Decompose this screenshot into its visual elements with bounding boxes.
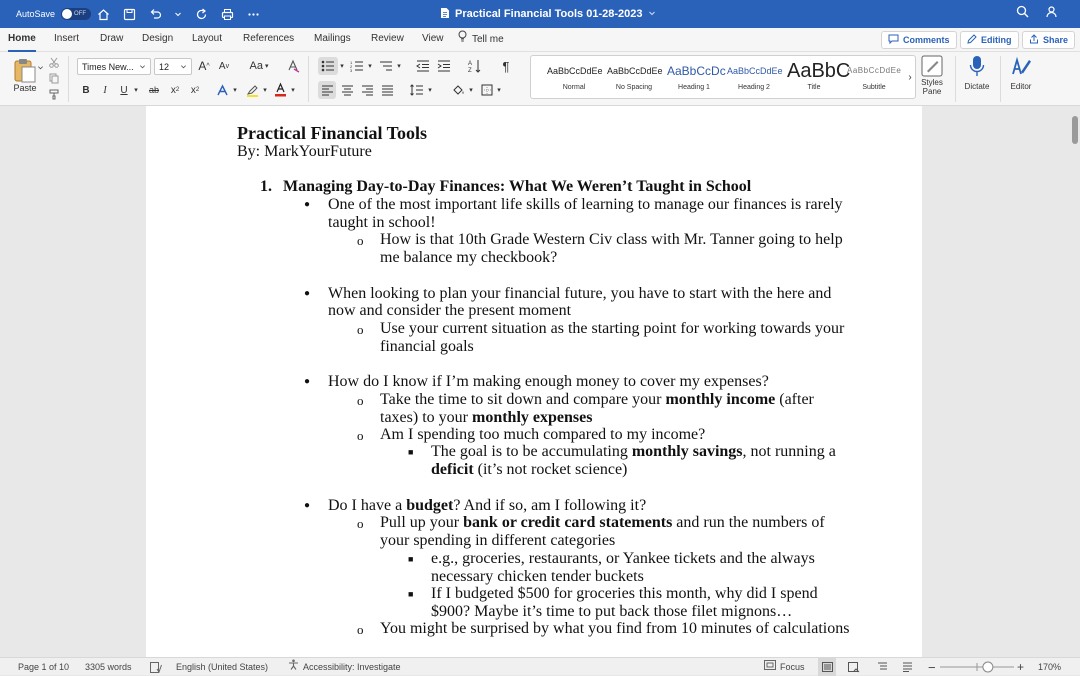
document-title [440, 0, 656, 28]
comments-button[interactable] [881, 31, 957, 49]
multilevel-list-icon[interactable] [377, 57, 395, 75]
style-heading-2[interactable] [727, 61, 781, 95]
italic-button[interactable]: I [103, 84, 107, 96]
shrink-font-label: A [218, 60, 226, 72]
style-preview: AaBbCcDdEe [607, 66, 663, 76]
chevron-down-icon[interactable] [648, 8, 656, 20]
style-preview: AaBbC [787, 60, 851, 82]
text-run: , not running a [742, 443, 836, 460]
list-item: One of the most important life skills of learning to manage our finances is rarely [328, 196, 843, 213]
zoom-in-icon[interactable]: + [1017, 659, 1025, 674]
svg-text:3: 3 [350, 68, 353, 73]
list-item [380, 514, 825, 531]
proofing-icon[interactable] [150, 658, 162, 676]
accessibility-status[interactable] [288, 658, 401, 676]
list-item: taught in school! [328, 214, 436, 231]
page-title: Practical Financial Tools [237, 123, 428, 143]
zoom-percent[interactable]: 170% [1038, 661, 1062, 672]
copy-icon[interactable] [48, 72, 60, 84]
style-preview: AaBbCcDdEe [547, 66, 603, 76]
list-item [431, 461, 627, 478]
redo-icon[interactable] [194, 7, 208, 21]
text-run-bold: deficit [431, 461, 474, 478]
style-name: Heading 2 [738, 84, 770, 91]
list-item: me balance my checkbook? [380, 249, 558, 266]
font-color-icon[interactable] [272, 82, 288, 98]
font-size-value: 12 [159, 61, 170, 72]
web-layout-icon[interactable] [848, 658, 860, 676]
bullet-circle: o [357, 393, 364, 408]
chevron-down-icon[interactable]: ▾ [368, 63, 372, 70]
subscript-button[interactable]: x 2 [170, 84, 180, 96]
style-preview: AaBbCcDdEe [727, 66, 783, 76]
autosave-state: OFF [74, 11, 87, 17]
tab-design[interactable]: Design [142, 33, 174, 44]
svg-text:Z: Z [468, 68, 472, 74]
comment-icon [888, 34, 899, 46]
focus-icon [764, 659, 776, 676]
font-name-select[interactable] [77, 58, 151, 75]
style-normal[interactable] [547, 61, 601, 95]
lightbulb-icon [458, 29, 467, 51]
show-formatting-button[interactable]: ¶ [502, 58, 510, 74]
list-item [380, 391, 814, 408]
tab-review[interactable]: Review [371, 33, 404, 44]
tell-me[interactable] [458, 28, 504, 52]
list-item: now and consider the present moment [328, 302, 572, 319]
byline: By: MarkYourFuture [237, 143, 372, 160]
list-item: When looking to plan your financial future, you have to start with the here and [328, 285, 832, 302]
bullet-disc: ● [304, 199, 311, 210]
chevron-down-icon[interactable] [36, 62, 44, 72]
text-run: (after [775, 391, 814, 408]
text-effects-icon[interactable] [214, 82, 230, 98]
bullet-circle: o [357, 233, 364, 248]
list-item [328, 497, 646, 514]
styles-pane-label-2: Pane [922, 87, 942, 96]
text-run: Do I have a [328, 497, 407, 514]
numbering-icon[interactable] [348, 57, 366, 75]
increase-indent-icon[interactable] [435, 57, 453, 75]
text-run-bold: monthly income [665, 391, 776, 408]
zoom-slider[interactable] [940, 658, 1014, 676]
style-subtitle[interactable] [847, 61, 901, 95]
bullet-square: ■ [408, 447, 414, 457]
text-run: ? And if so, am I following it? [453, 497, 647, 514]
style-preview: AaBbCcDdEe [847, 66, 902, 75]
text-run: The goal is to be accumulating [431, 443, 632, 460]
outline-view-icon[interactable] [877, 658, 888, 676]
more-icon[interactable] [246, 7, 260, 21]
word-count[interactable]: 3305 words [85, 661, 132, 672]
styles-pane-button[interactable] [912, 54, 952, 96]
scrollbar-thumb[interactable] [1072, 116, 1078, 144]
cut-icon[interactable] [48, 56, 60, 68]
style-name: Normal [562, 84, 586, 91]
vertical-scrollbar[interactable] [1070, 106, 1080, 657]
chevron-down-icon[interactable]: ▾ [233, 87, 237, 94]
chevron-down-icon[interactable]: ▾ [263, 87, 267, 94]
draft-view-icon[interactable] [902, 658, 913, 676]
accessibility-label: Accessibility: Investigate [303, 661, 401, 672]
superscript-label: x [190, 84, 196, 96]
comments-label: Comments [903, 35, 950, 45]
tab-layout[interactable]: Layout [192, 33, 223, 44]
style-name: Subtitle [862, 84, 886, 91]
pencil-icon [967, 34, 977, 46]
subscript-label: x [170, 84, 176, 96]
align-center-icon[interactable] [338, 81, 356, 99]
chevron-down-icon[interactable] [174, 7, 182, 21]
search-icon[interactable] [1016, 5, 1029, 23]
list-item: Use your current situation as the starting point for working towards your [380, 320, 845, 337]
document-title-text: Practical Financial Tools 01-28-2023 [455, 8, 643, 20]
chevron-down-icon[interactable]: ▾ [340, 63, 344, 70]
dictate-button[interactable] [957, 54, 997, 91]
change-case-label: Aa [249, 60, 263, 72]
list-item: your spending in different categories [380, 532, 616, 549]
svg-text:A: A [468, 61, 473, 67]
chevron-down-icon[interactable]: ▾ [397, 63, 401, 70]
format-painter-icon[interactable] [48, 88, 60, 100]
language[interactable]: English (United States) [176, 661, 269, 672]
bullet-circle: o [357, 622, 364, 637]
change-case-button[interactable]: Aa ▾ [249, 60, 269, 72]
bullet-square: ■ [408, 589, 414, 599]
zoom-track [940, 658, 1014, 676]
tab-references[interactable]: References [243, 33, 295, 44]
svg-text:2: 2 [350, 64, 353, 69]
list-item: e.g., groceries, restaurants, or Yankee tickets and the always [431, 550, 815, 567]
style-name: Heading 1 [678, 84, 710, 91]
tab-view[interactable]: View [422, 33, 444, 44]
tab-mailings[interactable]: Mailings [314, 33, 351, 44]
undo-icon[interactable] [148, 7, 162, 21]
ribbon-home [0, 52, 1080, 106]
tell-me-label: Tell me [472, 34, 504, 45]
decrease-indent-icon[interactable] [414, 57, 432, 75]
list-item [380, 409, 592, 426]
style-preview: AaBbCcDc [667, 64, 726, 78]
autosave-toggle[interactable] [61, 8, 91, 20]
strikethrough-button[interactable]: ab [148, 85, 159, 95]
font-size-select[interactable] [154, 58, 192, 75]
list-item: How do I know if I’m making enough money to cover my expenses? [328, 373, 769, 390]
save-icon[interactable] [122, 7, 136, 21]
tab-home[interactable]: Home [8, 28, 36, 52]
print-layout-icon[interactable] [818, 658, 836, 676]
list-item [431, 443, 836, 460]
text-run-bold: monthly savings [631, 443, 743, 460]
bullet-disc: ● [304, 500, 311, 511]
list-item: financial goals [380, 338, 474, 355]
list-item: You might be surprised by what you find from 10 minutes of calculations [380, 620, 850, 637]
bullet-circle: o [357, 322, 364, 337]
account-icon[interactable] [1045, 5, 1058, 23]
page-count[interactable]: Page 1 of 10 [18, 661, 70, 672]
focus-label: Focus [780, 661, 805, 672]
editor-button[interactable] [1001, 54, 1041, 91]
section-heading: Managing Day-to-Day Finances: What We Weren’t Taught in School [283, 178, 752, 195]
chevron-down-icon [180, 62, 187, 72]
style-title[interactable] [787, 60, 851, 95]
text-run: and run the numbers of [672, 514, 825, 531]
styles-pane-label-1: Styles [921, 78, 943, 87]
title-bar [0, 0, 1080, 28]
document-page[interactable] [146, 106, 922, 657]
editing-label: Editing [981, 35, 1012, 45]
status-bar [0, 657, 1080, 675]
chevron-down-icon[interactable]: ▾ [469, 87, 473, 94]
list-item: If I budgeted $500 for groceries this month, why did I spend [431, 585, 818, 602]
style-name: Title [807, 84, 821, 91]
grow-font-label: A [198, 59, 207, 73]
styles-pane-icon [912, 54, 952, 78]
editor-icon [1001, 54, 1041, 78]
underline-button[interactable]: U [120, 84, 128, 96]
dictate-label: Dictate [964, 82, 990, 91]
chevron-down-icon[interactable]: ▾ [497, 87, 501, 94]
bullet-circle: o [357, 516, 364, 531]
bullet-circle: o [357, 428, 364, 443]
borders-icon[interactable] [478, 81, 496, 99]
style-name: No Spacing [615, 84, 653, 91]
bullets-icon[interactable] [318, 57, 338, 75]
bullet-disc: ● [304, 288, 311, 299]
ribbon-tabs [0, 28, 1080, 52]
bullet-disc: ● [304, 376, 311, 387]
home-icon[interactable] [96, 7, 110, 21]
text-run: taxes) to your [380, 409, 472, 426]
text-run: Pull up your [380, 514, 464, 531]
chevron-down-icon [139, 62, 146, 72]
tab-draw[interactable]: Draw [100, 33, 124, 44]
editing-button[interactable] [960, 31, 1019, 49]
share-button[interactable] [1022, 31, 1075, 49]
grow-font-button[interactable]: A ^ [198, 59, 210, 73]
superscript-button[interactable]: x 2 [190, 84, 200, 96]
align-left-icon[interactable] [318, 81, 336, 99]
editor-label: Editor [1010, 82, 1032, 91]
chevron-down-icon[interactable]: ▾ [134, 87, 138, 94]
shrink-font-button[interactable]: A v [218, 60, 230, 72]
text-run: (it’s not rocket science) [473, 461, 628, 478]
text-run-bold: monthly expenses [471, 409, 593, 426]
autosave-control[interactable] [16, 0, 91, 28]
list-item: $900? Maybe it’s time to put back those filet mignons… [431, 603, 793, 620]
bold-button[interactable]: B [82, 84, 90, 96]
section-number: 1. [260, 178, 272, 195]
clear-formatting-icon[interactable] [284, 58, 302, 74]
list-item: Am I spending too much compared to my income? [380, 426, 706, 443]
sort-icon[interactable] [466, 57, 484, 75]
autosave-label: AutoSave [16, 9, 56, 19]
share-icon [1029, 34, 1039, 46]
text-run-bold: budget [406, 497, 454, 514]
svg-text:1: 1 [350, 60, 353, 65]
text-run-bold: bank or credit card statements [463, 514, 673, 531]
bullet-square: ■ [408, 554, 414, 564]
accessibility-icon [288, 659, 299, 676]
font-name-value: Times New... [82, 61, 134, 72]
print-icon[interactable] [220, 7, 234, 21]
shading-icon[interactable] [450, 81, 468, 99]
text-run: Take the time to sit down and compare your [380, 391, 666, 408]
tab-insert[interactable]: Insert [54, 33, 80, 44]
microphone-icon [957, 54, 997, 78]
justify-icon[interactable] [378, 81, 396, 99]
styles-gallery [530, 55, 916, 99]
align-right-icon[interactable] [358, 81, 376, 99]
list-item: necessary chicken tender buckets [431, 568, 644, 585]
list-item: How is that 10th Grade Western Civ class with Mr. Tanner going to help [380, 231, 843, 248]
zoom-thumb[interactable] [983, 662, 993, 672]
zoom-out-icon[interactable]: − [928, 659, 936, 675]
style-no-spacing[interactable] [607, 61, 661, 95]
style-heading-1[interactable] [667, 61, 726, 95]
chevron-right-icon[interactable]: › [908, 71, 912, 83]
line-spacing-icon[interactable] [408, 81, 426, 99]
focus-button[interactable] [764, 658, 805, 676]
chevron-down-icon[interactable]: ▾ [291, 87, 295, 94]
share-label: Share [1043, 35, 1069, 45]
paste-label[interactable]: Paste [13, 83, 37, 93]
highlight-icon[interactable] [244, 82, 260, 98]
chevron-down-icon[interactable]: ▾ [428, 87, 432, 94]
document-icon [440, 7, 450, 22]
